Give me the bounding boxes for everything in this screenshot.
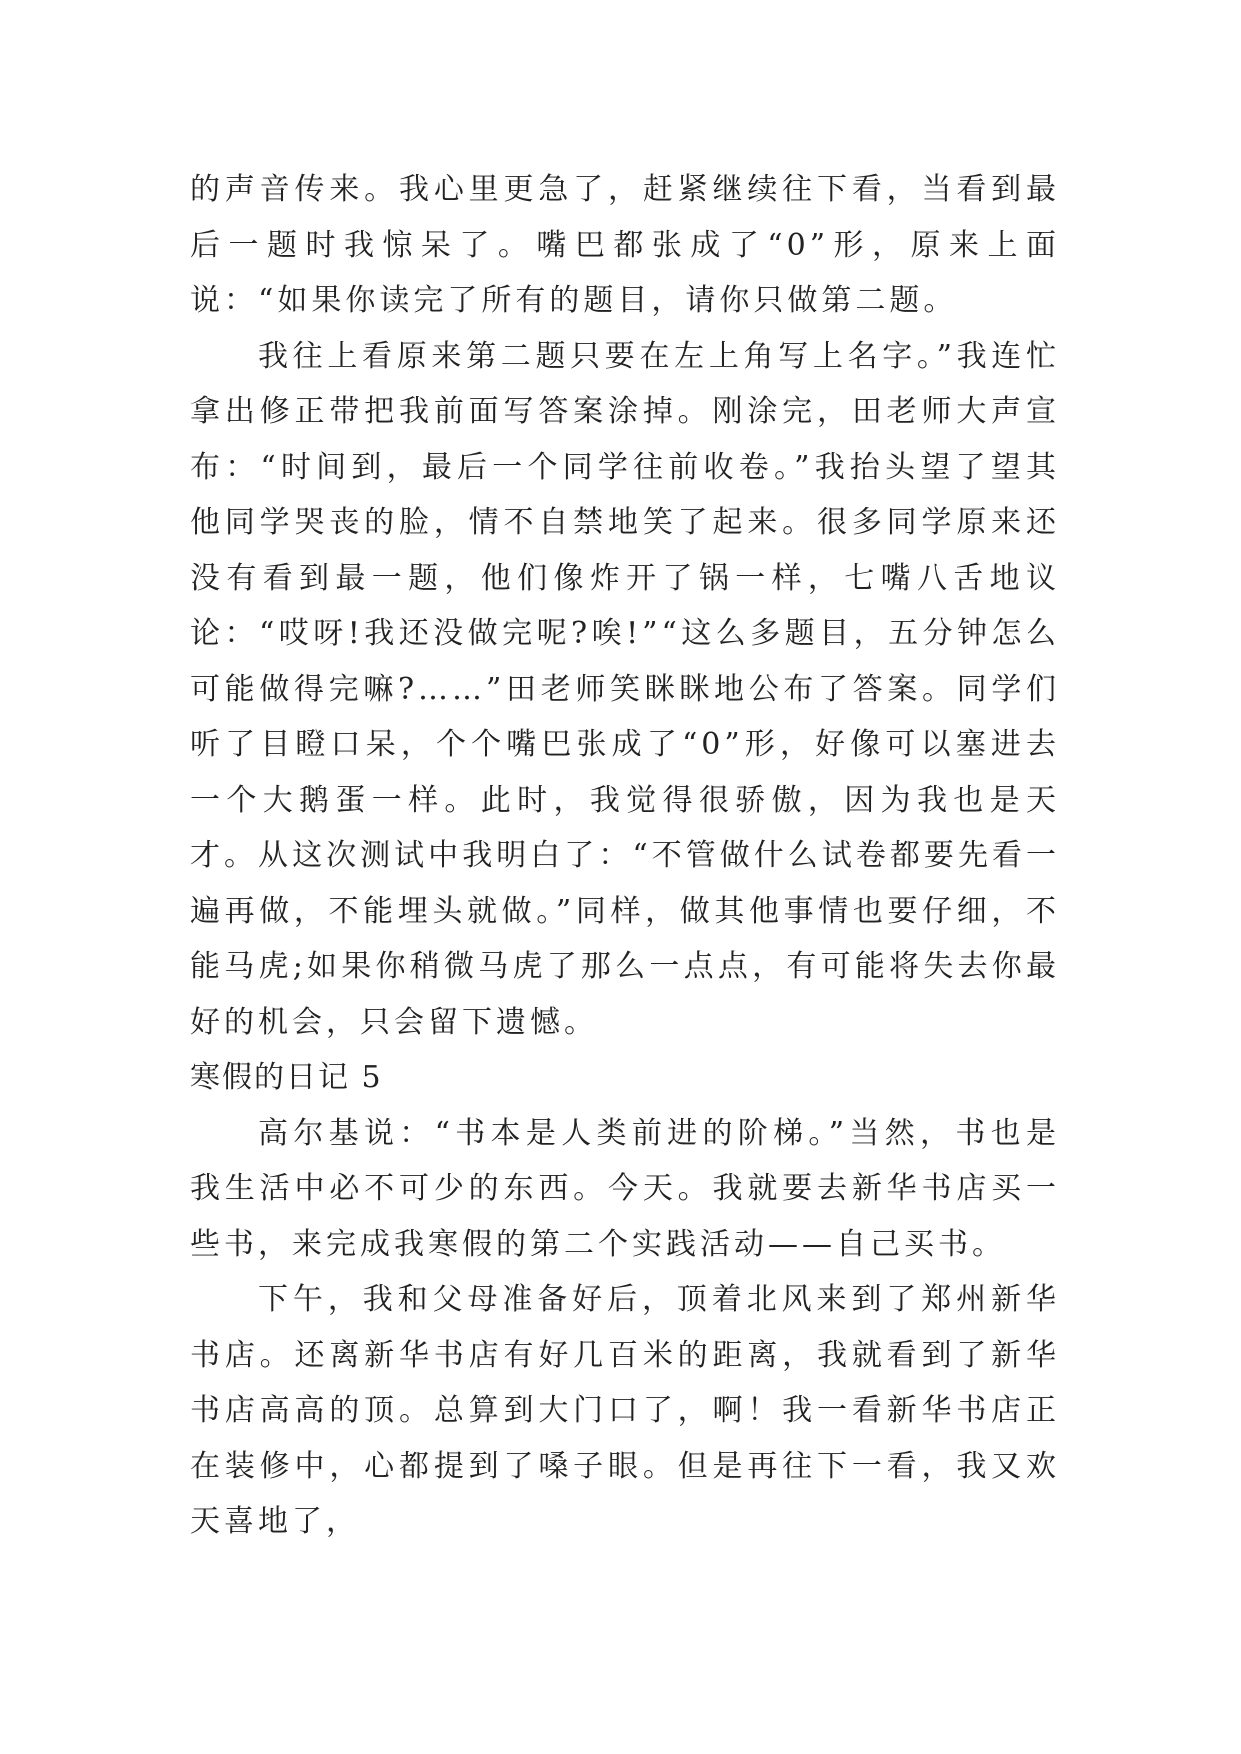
paragraph-continued: 的声音传来。我心里更急了，赶紧继续往下看，当看到最后一题时我惊呆了。嘴巴都张成了“0”形，原来上面说：“如果你读完了所有的题目，请你只做第二题。 xyxy=(190,172,1060,318)
paragraph-gorky-quote: 高尔基说：“书本是人类前进的阶梯。”当然，书也是我生活中必不可少的东西。今天。我就要去新华书店买一些书，来完成我寒假的第二个实践活动——自己买书。 xyxy=(190,1115,1060,1262)
section-heading-diary-5: 寒假的日记 5 xyxy=(190,1060,383,1095)
document-body xyxy=(190,162,1060,1550)
paragraph-exam-story: 我往上看原来第二题只要在左上角写上名字。”我连忙拿出修正带把我前面写答案涂掉。刚涂完，田老师大声宣布：“时间到，最后一个同学往前收卷。”我抬头望了望其他同学哭丧的脸，情不自禁地笑了起来。很多同学原来还没有看到最一题，他们像炸开了锅一样，七嘴八舌地议论：“哎呀!我还没做完呢?唉!”“这么多题目，五分钟怎么可能做得完嘛?……”田老师笑眯眯地公布了答案。同学们听了目瞪口呆，个个嘴巴张成了“0”形，好像可以塞进去一个大鹅蛋一样。此时，我觉得很骄傲，因为我也是天才。从这次测试中我明白了：“不管做什么试卷都要先看一遍再做，不能埋头就做。”同样，做其他事情也要仔细，不能马虎;如果你稍微马虎了那么一点点，有可能将失去你最好的机会，只会留下遗憾。 xyxy=(190,338,1060,1040)
paragraph-bookstore-visit: 下午，我和父母准备好后，顶着北风来到了郑州新华书店。还离新华书店有好几百米的距离，我就看到了新华书店高高的顶。总算到大门口了，啊！我一看新华书店正在装修中，心都提到了嗓子眼。但是再往下一看，我又欢天喜地了， xyxy=(190,1282,1060,1539)
